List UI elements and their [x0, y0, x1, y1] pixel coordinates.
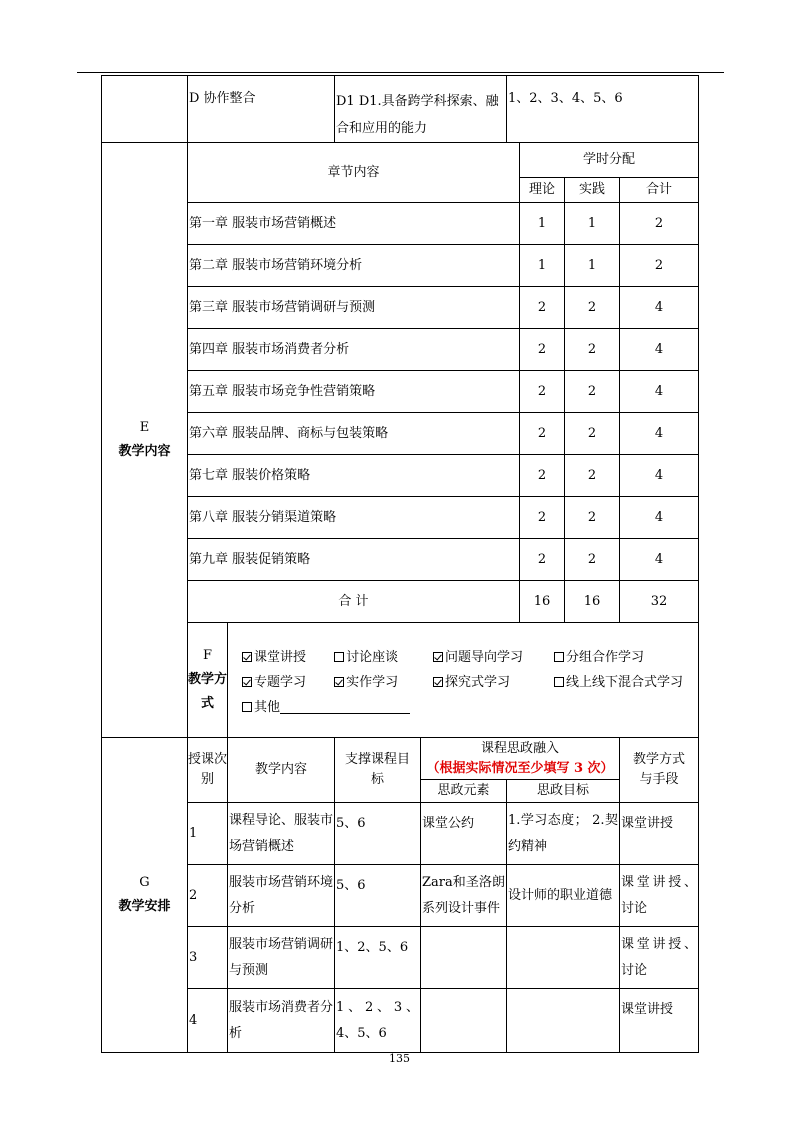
theory-cell: 2 [520, 329, 565, 371]
ideology-note: （根据实际情况至少填写 3 次） [426, 760, 614, 776]
checkbox-empty-icon[interactable] [554, 677, 564, 687]
practice-cell: 2 [565, 455, 620, 497]
row-d [102, 76, 699, 143]
total-cell: 4 [620, 539, 699, 581]
total-cell: 4 [620, 371, 699, 413]
method-cell: 课堂讲授 [620, 803, 699, 865]
total-cell: 2 [620, 203, 699, 245]
table-row [102, 287, 699, 329]
row-d-col1: D 协作整合 [188, 76, 335, 143]
session-cell: 3 [188, 927, 228, 989]
support-cell: 5、6 [335, 865, 421, 927]
theory-cell: 2 [520, 371, 565, 413]
element-cell: 课堂公约 [421, 803, 507, 865]
total-cell: 2 [620, 245, 699, 287]
theory-cell: 2 [520, 539, 565, 581]
total-cell: 4 [620, 497, 699, 539]
method-item[interactable]: 课堂讲授 [242, 645, 334, 670]
practice-cell: 2 [565, 539, 620, 581]
checkbox-checked-icon[interactable] [242, 677, 252, 687]
goal-cell [507, 989, 620, 1053]
method-cell: 课堂讲授 [620, 989, 699, 1053]
practice-cell: 2 [565, 329, 620, 371]
session-cell: 4 [188, 989, 228, 1053]
chapter-cell: 第五章 服装市场竞争性营销策略 [188, 371, 520, 413]
section-f-title: 教学方式 [188, 672, 228, 711]
chapter-cell: 第二章 服装市场营销环境分析 [188, 245, 520, 287]
table-row [102, 203, 699, 245]
practice-cell: 1 [565, 245, 620, 287]
section-g-letter: G [139, 875, 150, 890]
table-row [102, 989, 699, 1053]
practice-cell: 2 [565, 371, 620, 413]
total-cell: 4 [620, 413, 699, 455]
element-cell [421, 927, 507, 989]
theory-header: 理论 [520, 178, 565, 203]
table-row [102, 865, 699, 927]
practice-cell: 2 [565, 497, 620, 539]
content-cell: 服装市场消费者分析 [228, 989, 335, 1053]
row-d-col2: D1 D1.具备跨学科探索、融合和应用的能力 [335, 76, 507, 143]
total-cell: 4 [620, 287, 699, 329]
sum-row [102, 581, 699, 623]
goal-cell [507, 927, 620, 989]
chapter-cell: 第八章 服装分销渠道策略 [188, 497, 520, 539]
checkbox-checked-icon[interactable] [334, 677, 344, 687]
theory-cell: 2 [520, 287, 565, 329]
practice-header: 实践 [565, 178, 620, 203]
sum-theory: 16 [520, 581, 565, 623]
checkbox-empty-icon[interactable] [334, 652, 344, 662]
section-e-label [102, 143, 188, 738]
practice-cell: 1 [565, 203, 620, 245]
method-item[interactable]: 分组合作学习 [554, 645, 698, 670]
session-cell: 1 [188, 803, 228, 865]
total-header: 合计 [620, 178, 699, 203]
element-header: 思政元素 [421, 780, 507, 803]
content-cell: 服装市场营销调研与预测 [228, 927, 335, 989]
method-item[interactable]: 线上线下混合式学习 [554, 670, 698, 695]
chapter-cell: 第四章 服装市场消费者分析 [188, 329, 520, 371]
table-row [102, 371, 699, 413]
table-row [102, 497, 699, 539]
sum-label: 合 计 [188, 581, 520, 623]
table-row [102, 927, 699, 989]
content-header: 教学内容 [228, 738, 335, 803]
table-row [102, 329, 699, 371]
table-row [102, 803, 699, 865]
method-item[interactable]: 讨论座谈 [334, 645, 433, 670]
checkbox-checked-icon[interactable] [433, 652, 443, 662]
chapter-cell: 第六章 服装品牌、商标与包装策略 [188, 413, 520, 455]
chapter-cell: 第一章 服装市场营销概述 [188, 203, 520, 245]
section-f-letter: F [202, 648, 213, 663]
checkbox-checked-icon[interactable] [242, 652, 252, 662]
total-cell: 4 [620, 455, 699, 497]
hours-header: 学时分配 [520, 143, 699, 178]
goal-cell: 1.学习态度； 2.契约精神 [507, 803, 620, 865]
row-d-col3: 1、2、3、4、5、6 [507, 76, 699, 143]
content-cell: 服装市场营销环境分析 [228, 865, 335, 927]
method-item[interactable]: 专题学习 [242, 670, 334, 695]
ideology-title: 课程思政融入 [480, 740, 559, 756]
table-row [102, 413, 699, 455]
chapter-cell: 第七章 服装价格策略 [188, 455, 520, 497]
section-g-label [102, 738, 188, 1053]
row-d-label [102, 76, 188, 143]
theory-cell: 2 [520, 497, 565, 539]
section-e-title: 教学内容 [118, 444, 171, 459]
method-item[interactable]: 实作学习 [334, 670, 433, 695]
session-cell: 2 [188, 865, 228, 927]
practice-cell: 2 [565, 287, 620, 329]
checkbox-empty-icon[interactable] [554, 652, 564, 662]
support-cell: 1、2、3、4、5、6 [335, 989, 421, 1053]
sum-total: 32 [620, 581, 699, 623]
goal-cell: 设计师的职业道德 [507, 865, 620, 927]
theory-cell: 1 [520, 245, 565, 287]
content-cell: 课程导论、服装市场营销概述 [228, 803, 335, 865]
support-cell: 1、2、5、6 [335, 927, 421, 989]
theory-cell: 1 [520, 203, 565, 245]
checkbox-checked-icon[interactable] [433, 677, 443, 687]
method-cell: 课堂讲授、讨论 [620, 865, 699, 927]
total-cell: 4 [620, 329, 699, 371]
element-cell: Zara和圣洛朗系列设计事件 [421, 865, 507, 927]
table-row [102, 245, 699, 287]
checkbox-empty-icon[interactable] [242, 702, 252, 712]
method-item[interactable]: 问题导向学习 [433, 645, 554, 670]
syllabus-table [101, 75, 699, 1053]
chapter-header: 章节内容 [188, 143, 520, 203]
practice-cell: 2 [565, 413, 620, 455]
sum-practice: 16 [565, 581, 620, 623]
method-item[interactable]: 探究式学习 [433, 670, 554, 695]
support-cell: 5、6 [335, 803, 421, 865]
ideology-header [421, 738, 620, 780]
theory-cell: 2 [520, 455, 565, 497]
method-header: 教学方式与手段 [620, 738, 699, 803]
teaching-methods [228, 623, 699, 738]
header-rule [77, 72, 724, 73]
element-cell [421, 989, 507, 1053]
goal-header: 思政目标 [507, 780, 620, 803]
chapter-cell: 第九章 服装促销策略 [188, 539, 520, 581]
session-header: 授课次别 [188, 738, 228, 803]
section-g-title: 教学安排 [118, 899, 171, 914]
table-row [102, 455, 699, 497]
other-blank-field[interactable] [280, 699, 410, 714]
theory-cell: 2 [520, 413, 565, 455]
section-f-label [188, 623, 228, 738]
section-e-letter: E [139, 420, 150, 435]
table-row [102, 539, 699, 581]
method-cell: 课堂讲授、讨论 [620, 927, 699, 989]
page-number: 135 [389, 1052, 410, 1065]
method-item[interactable]: 其他 [242, 695, 410, 720]
support-header: 支撑课程目标 [335, 738, 421, 803]
chapter-cell: 第三章 服装市场营销调研与预测 [188, 287, 520, 329]
